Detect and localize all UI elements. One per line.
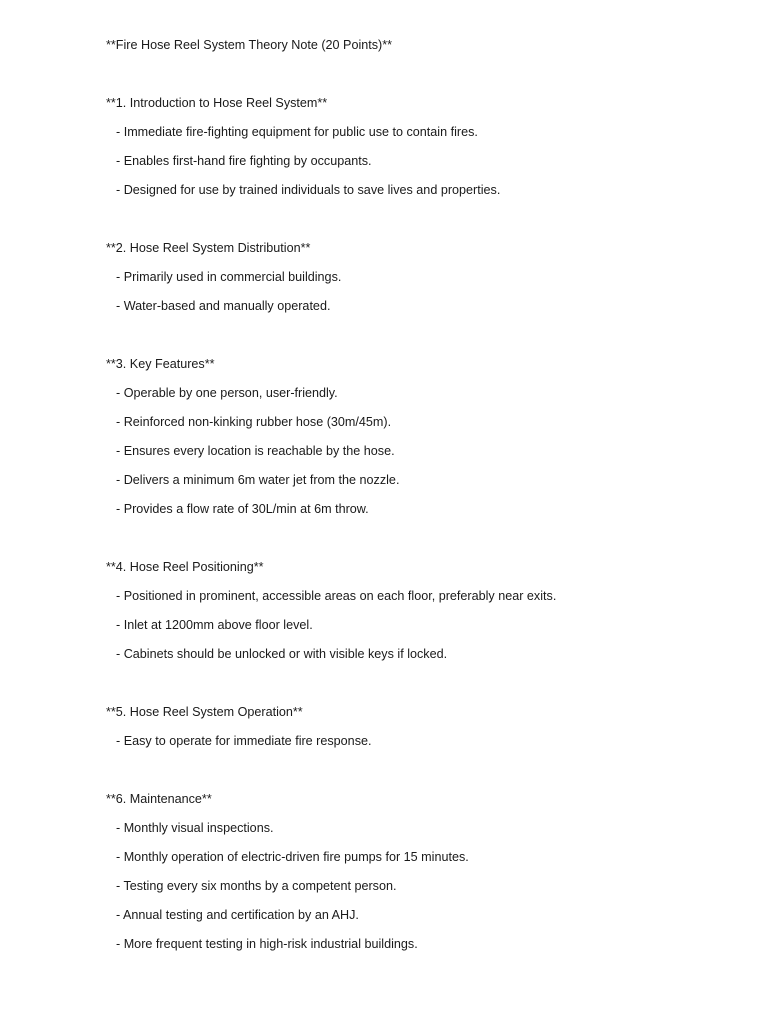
list-item: - Designed for use by trained individuals to save lives and properties.: [116, 183, 501, 197]
list-item: - Reinforced non-kinking rubber hose (30m/45m).: [116, 415, 392, 429]
list-item: - Inlet at 1200mm above floor level.: [116, 618, 313, 632]
list-item: - More frequent testing in high-risk industrial buildings.: [116, 937, 418, 951]
list-item: - Operable by one person, user-friendly.: [116, 386, 338, 400]
list-item: - Delivers a minimum 6m water jet from the nozzle.: [116, 473, 400, 487]
list-item: - Monthly visual inspections.: [116, 821, 274, 835]
spacer: [106, 326, 746, 355]
list-item: - Cabinets should be unlocked or with visible keys if locked.: [116, 647, 448, 661]
section-heading: **4. Hose Reel Positioning**: [106, 560, 264, 574]
section-heading: **1. Introduction to Hose Reel System**: [106, 96, 328, 110]
list-item: - Annual testing and certification by an AHJ.: [116, 908, 359, 922]
section-heading: **5. Hose Reel System Operation**: [106, 705, 303, 719]
list-item: - Provides a flow rate of 30L/min at 6m throw.: [116, 502, 369, 516]
document-title: **Fire Hose Reel System Theory Note (20 Points)**: [106, 38, 393, 52]
spacer: [106, 210, 746, 239]
list-item: - Ensures every location is reachable by the hose.: [116, 444, 395, 458]
list-item: - Easy to operate for immediate fire response.: [116, 734, 372, 748]
list-item: - Testing every six months by a competent person.: [116, 879, 397, 893]
list-item: - Immediate fire-fighting equipment for public use to contain fires.: [116, 125, 478, 139]
list-item: - Monthly operation of electric-driven fire pumps for 15 minutes.: [116, 850, 469, 864]
list-item: - Water-based and manually operated.: [116, 299, 331, 313]
list-item: - Positioned in prominent, accessible areas on each floor, preferably near exits.: [116, 589, 557, 603]
spacer: [106, 674, 746, 703]
section-heading: **2. Hose Reel System Distribution**: [106, 241, 311, 255]
list-item: - Enables first-hand fire fighting by occupants.: [116, 154, 372, 168]
spacer: [106, 65, 746, 94]
document-body: [106, 36, 746, 964]
section-heading: **3. Key Features**: [106, 357, 215, 371]
section-heading: **6. Maintenance**: [106, 792, 212, 806]
list-item: - Primarily used in commercial buildings.: [116, 270, 342, 284]
spacer: [106, 761, 746, 790]
spacer: [106, 529, 746, 558]
